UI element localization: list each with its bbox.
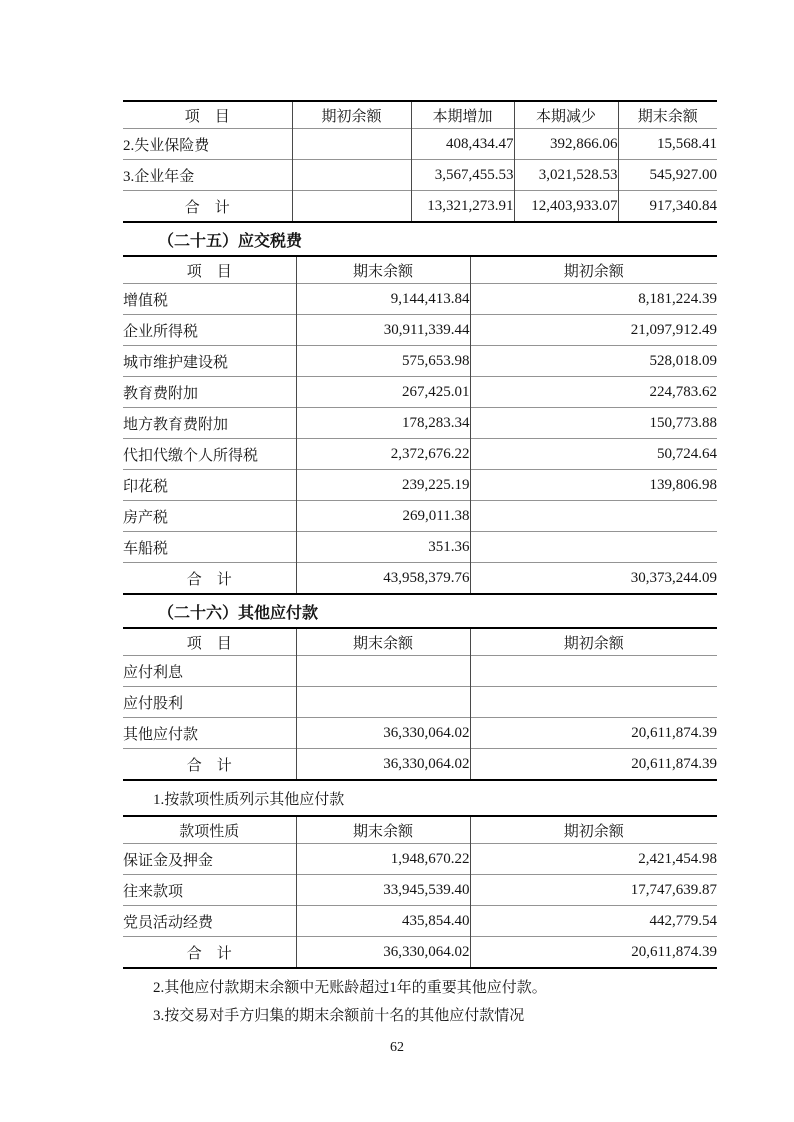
- column-header: 期初余额: [470, 256, 717, 284]
- table-cell: [292, 160, 411, 191]
- column-header: 期末余额: [618, 101, 717, 129]
- table-cell: 36,330,064.02: [296, 749, 470, 781]
- table-cell: [470, 656, 717, 687]
- table-cell: 城市维护建设税: [123, 346, 296, 377]
- table-cell: 224,783.62: [470, 377, 717, 408]
- column-header: 期末余额: [296, 256, 470, 284]
- table-cell: 党员活动经费: [123, 906, 296, 937]
- heading-section-25: （二十五）应交税费: [158, 233, 303, 250]
- table-cell: 351.36: [296, 532, 470, 563]
- table-cell: 50,724.64: [470, 439, 717, 470]
- table-cell: 15,568.41: [618, 129, 717, 160]
- table-cell: 3,567,455.53: [411, 160, 514, 191]
- table-cell: 往来款项: [123, 875, 296, 906]
- table-cell: 1,948,670.22: [296, 844, 470, 875]
- para-by-nature-intro: 1.按款项性质列示其他应付款: [153, 792, 345, 808]
- table-cell: 保证金及押金: [123, 844, 296, 875]
- table-cell: 企业所得税: [123, 315, 296, 346]
- table-cell: 178,283.34: [296, 408, 470, 439]
- total-row: [123, 191, 717, 223]
- column-header: 期末余额: [296, 816, 470, 844]
- table-cell: [292, 191, 411, 223]
- table-row: [123, 718, 717, 749]
- table-row: [123, 315, 717, 346]
- table-cell: 33,945,539.40: [296, 875, 470, 906]
- heading-section-26: （二十六）其他应付款: [158, 605, 319, 622]
- table-cell: 合 计: [123, 191, 292, 223]
- column-header: 项 目: [184, 108, 230, 125]
- table-cell: 545,927.00: [618, 160, 717, 191]
- table-cell: [470, 532, 717, 563]
- table-cell: [296, 656, 470, 687]
- table-cell: 教育费附加: [123, 377, 296, 408]
- table-cell: 地方教育费附加: [123, 408, 296, 439]
- column-header: 期初余额: [470, 628, 717, 656]
- para-note-aging: 2.其他应付款期末余额中无账龄超过1年的重要其他应付款。: [153, 980, 547, 996]
- table-cell: 2,372,676.22: [296, 439, 470, 470]
- table-row: [123, 160, 717, 191]
- table-cell: 20,611,874.39: [470, 937, 717, 969]
- table-row: [123, 906, 717, 937]
- table-cell: 8,181,224.39: [470, 284, 717, 315]
- table-row: [123, 532, 717, 563]
- table-cell: 印花税: [123, 470, 296, 501]
- table-cell: 408,434.47: [411, 129, 514, 160]
- page-number: 62: [390, 1040, 404, 1055]
- table-cell: 442,779.54: [470, 906, 717, 937]
- column-header: 项 目: [186, 263, 232, 280]
- table-cell: 36,330,064.02: [296, 718, 470, 749]
- table-header-row: [123, 816, 717, 844]
- table-row: [123, 284, 717, 315]
- table-cell: 139,806.98: [470, 470, 717, 501]
- table-row: [123, 377, 717, 408]
- table-row: [123, 875, 717, 906]
- table-cell: 239,225.19: [296, 470, 470, 501]
- table-row: [123, 129, 717, 160]
- table-row: [123, 346, 717, 377]
- table-header-row: [123, 101, 717, 129]
- table-row: [123, 687, 717, 718]
- table-row: [123, 439, 717, 470]
- table-other-payables-by-nature: [123, 815, 717, 969]
- table-cell: 392,866.06: [514, 129, 618, 160]
- table-cell: 917,340.84: [618, 191, 717, 223]
- total-row: [123, 937, 717, 969]
- table-cell: [470, 687, 717, 718]
- column-header: 本期增加: [411, 101, 514, 129]
- total-row: [123, 563, 717, 595]
- para-note-top-ten: 3.按交易对手方归集的期末余额前十名的其他应付款情况: [153, 1008, 525, 1024]
- column-header: 项 目: [186, 635, 232, 652]
- table-cell: 30,373,244.09: [470, 563, 717, 595]
- table-cell: 代扣代缴个人所得税: [123, 439, 296, 470]
- table-cell: 2,421,454.98: [470, 844, 717, 875]
- table-cell: 269,011.38: [296, 501, 470, 532]
- table-cell: 30,911,339.44: [296, 315, 470, 346]
- table-header-row: [123, 256, 717, 284]
- table-cell: 3,021,528.53: [514, 160, 618, 191]
- table-cell: 150,773.88: [470, 408, 717, 439]
- table-cell: [470, 501, 717, 532]
- table-cell: 21,097,912.49: [470, 315, 717, 346]
- column-header: 期初余额: [470, 816, 717, 844]
- table-cell: 2.失业保险费: [123, 129, 292, 160]
- table-cell: 合 计: [123, 749, 296, 781]
- table-header-row: [123, 628, 717, 656]
- table-cell: 车船税: [123, 532, 296, 563]
- table-cell: 应付利息: [123, 656, 296, 687]
- table-cell: 36,330,064.02: [296, 937, 470, 969]
- page-content: [123, 100, 717, 1025]
- table-cell: 575,653.98: [296, 346, 470, 377]
- column-header: 期末余额: [296, 628, 470, 656]
- table-cell: 267,425.01: [296, 377, 470, 408]
- table-social-insurance-continued: [123, 100, 717, 223]
- table-cell: 其他应付款: [123, 718, 296, 749]
- column-header: 本期减少: [514, 101, 618, 129]
- table-cell: 17,747,639.87: [470, 875, 717, 906]
- table-cell: 3.企业年金: [123, 160, 292, 191]
- table-cell: 20,611,874.39: [470, 749, 717, 781]
- table-other-payables: [123, 627, 717, 781]
- table-taxes-payable: [123, 255, 717, 595]
- table-cell: 合 计: [123, 563, 296, 595]
- table-cell: 增值税: [123, 284, 296, 315]
- table-cell: 合 计: [123, 937, 296, 969]
- table-cell: [296, 687, 470, 718]
- column-header: 款项性质: [179, 823, 240, 840]
- table-cell: 9,144,413.84: [296, 284, 470, 315]
- table-cell: 435,854.40: [296, 906, 470, 937]
- table-row: [123, 408, 717, 439]
- total-row: [123, 749, 717, 781]
- table-cell: 528,018.09: [470, 346, 717, 377]
- column-header: 期初余额: [292, 101, 411, 129]
- table-row: [123, 470, 717, 501]
- table-cell: 房产税: [123, 501, 296, 532]
- table-cell: 13,321,273.91: [411, 191, 514, 223]
- table-cell: 12,403,933.07: [514, 191, 618, 223]
- table-cell: 20,611,874.39: [470, 718, 717, 749]
- table-cell: 应付股利: [123, 687, 296, 718]
- table-cell: [292, 129, 411, 160]
- table-row: [123, 844, 717, 875]
- table-row: [123, 656, 717, 687]
- table-row: [123, 501, 717, 532]
- table-cell: 43,958,379.76: [296, 563, 470, 595]
